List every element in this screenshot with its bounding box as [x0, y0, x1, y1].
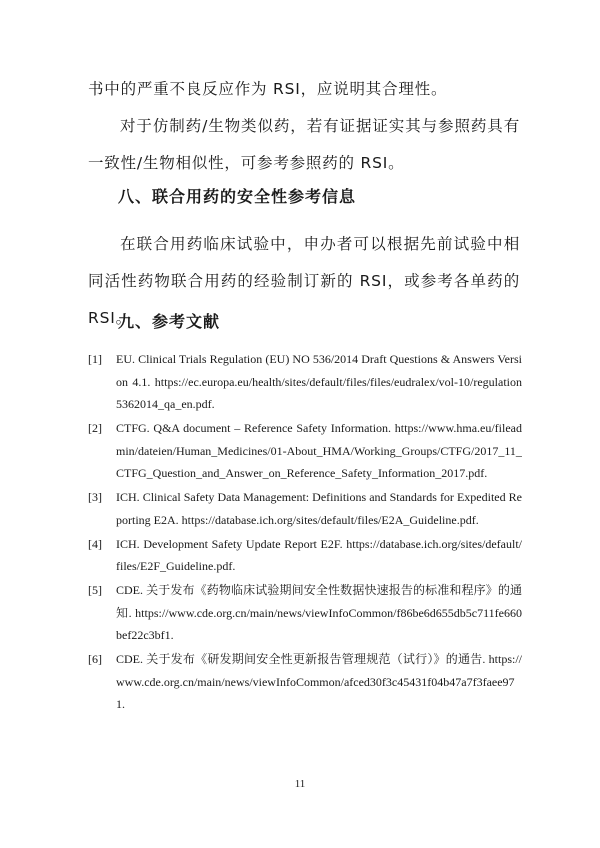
reference-text: CDE. 关于发布《研发期间安全性更新报告管理规范（试行）》的通告. https://www.cde.org.cn/main/news/viewInfoCommon/afced30f3c45431f04b47a7f3faee971.	[116, 652, 522, 711]
reference-number: [5]	[88, 583, 102, 597]
section-heading-combination: 八、联合用药的安全性参考信息	[118, 187, 357, 206]
reference-list	[88, 348, 522, 717]
reference-number: [1]	[88, 352, 102, 366]
reference-number: [2]	[88, 421, 102, 435]
reference-item	[88, 417, 522, 485]
reference-number: [3]	[88, 490, 102, 504]
paragraph-combination-therapy: 在联合用药临床试验中，申办者可以根据先前试验中相同活性药物联合用药的经验制订新的 RSI，或参考各单药的 RSI。	[88, 235, 520, 327]
section-heading-references: 九、参考文献	[118, 312, 221, 331]
paragraph-rsi-justification: 书中的严重不良反应作为 RSI，应说明其合理性。	[88, 80, 448, 98]
paragraph-generic-biosimilar: 对于仿制药/生物类似药，若有证据证实其与参照药具有一致性/生物相似性，可参考参照药的 RSI。	[88, 117, 520, 172]
reference-number: [4]	[88, 536, 102, 551]
page-number: 11	[294, 778, 306, 790]
reference-number: [6]	[88, 652, 102, 666]
reference-item	[88, 533, 522, 578]
reference-item	[88, 579, 522, 647]
reference-item	[88, 648, 522, 716]
reference-text: EU. Clinical Trials Regulation (EU) NO 536/2014 Draft Questions & Answers Version 4.1. https://ec.europa.eu/health/sites/default/files/files/eudralex/vol-10/regulation5362014_qa_en.pdf.	[116, 352, 522, 411]
reference-text: CDE. 关于发布《药物临床试验期间安全性数据快速报告的标准和程序》的通知. https://www.cde.org.cn/main/news/viewInfoCommon/f86be6d655db5c711fe660bef22c3bf1.	[116, 583, 522, 642]
reference-text: ICH. Development Safety Update Report E2F. https://database.ich.org/sites/default/files/E2F_Guideline.pdf.	[116, 536, 522, 573]
reference-item	[88, 486, 522, 531]
reference-text: CTFG. Q&A document – Reference Safety Information. https://www.hma.eu/fileadmin/dateien/Human_Medicines/01-About_HMA/Working_Groups/CTFG/2017_11_CTFG_Question_and_Answer_on_Reference_Safety_Information_2017.pdf.	[116, 421, 522, 480]
reference-item	[88, 348, 522, 416]
reference-text: ICH. Clinical Safety Data Management: Definitions and Standards for Expedited Reporting E2A. https://database.ich.org/sites/default/files/E2A_Guideline.pdf.	[116, 490, 522, 527]
